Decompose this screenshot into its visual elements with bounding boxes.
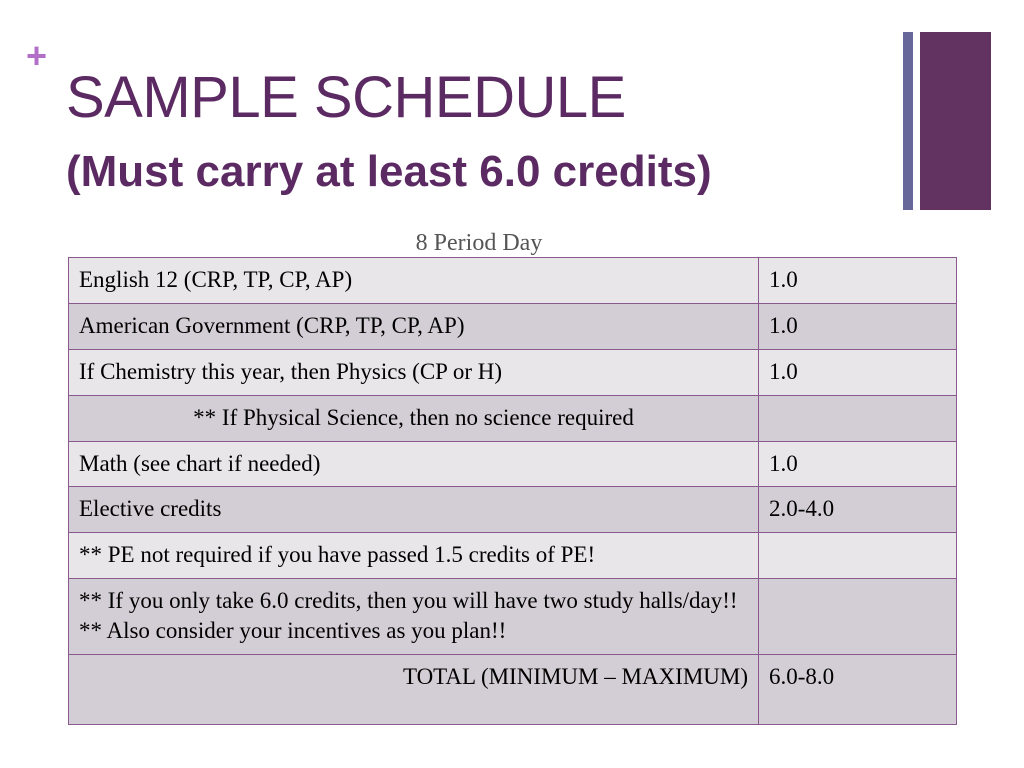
table-row xyxy=(69,349,957,395)
note-study-halls: ** If you only take 6.0 credits, then you will have two study halls/day!! xyxy=(79,588,738,614)
note-incentives: ** Also consider your incentives as you plan!! xyxy=(79,618,507,644)
course-cell: ** PE not required if you have passed 1.5 credits of PE! xyxy=(69,533,759,579)
total-label: TOTAL (MINIMUM – MAXIMUM) xyxy=(69,655,759,725)
course-cell: English 12 (CRP, TP, CP, AP) xyxy=(69,258,759,304)
slide-title: SAMPLE SCHEDULE xyxy=(66,65,626,130)
table-row xyxy=(69,487,957,533)
credits-cell xyxy=(759,395,957,441)
course-cell: ** If Physical Science, then no science required xyxy=(69,395,759,441)
decorative-bar-thick xyxy=(920,32,991,210)
schedule-table xyxy=(68,257,957,725)
credits-cell xyxy=(759,579,957,655)
table-row xyxy=(69,258,957,304)
total-credits: 6.0-8.0 xyxy=(759,655,957,725)
credits-cell: 1.0 xyxy=(759,303,957,349)
course-cell: Elective credits xyxy=(69,487,759,533)
table-row xyxy=(69,303,957,349)
notes-cell xyxy=(69,579,759,655)
table-row xyxy=(69,395,957,441)
credits-cell xyxy=(759,533,957,579)
credits-cell: 1.0 xyxy=(759,441,957,487)
table-row xyxy=(69,441,957,487)
course-cell: Math (see chart if needed) xyxy=(69,441,759,487)
table-row xyxy=(69,533,957,579)
course-cell: If Chemistry this year, then Physics (CP or H) xyxy=(69,349,759,395)
table-caption: 8 Period Day xyxy=(415,230,543,256)
course-cell: American Government (CRP, TP, CP, AP) xyxy=(69,303,759,349)
decorative-bar-thin xyxy=(903,32,913,210)
plus-bullet-icon: + xyxy=(26,35,48,76)
credits-cell: 2.0-4.0 xyxy=(759,487,957,533)
total-row xyxy=(69,655,957,725)
notes-row xyxy=(69,579,957,655)
slide-subtitle: (Must carry at least 6.0 credits) xyxy=(66,147,712,196)
credits-cell: 1.0 xyxy=(759,349,957,395)
credits-cell: 1.0 xyxy=(759,258,957,304)
